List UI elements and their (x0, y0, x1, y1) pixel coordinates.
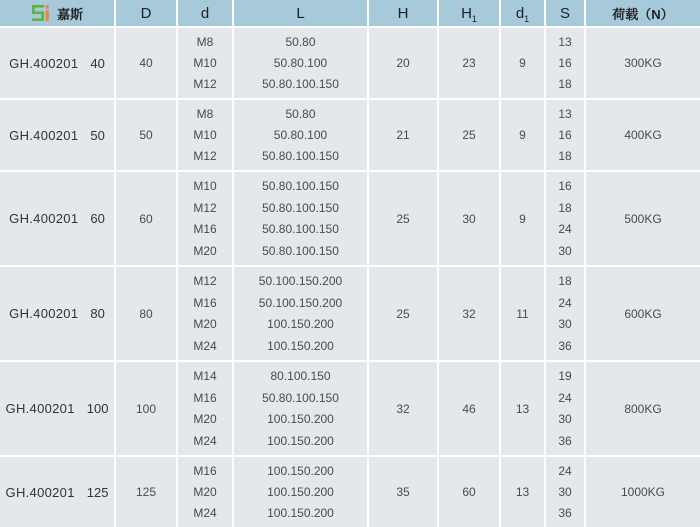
cell-H: 21 (368, 99, 438, 171)
cell-d-list: M16 M20 M24 (177, 456, 233, 527)
cell-load: 300KG (585, 27, 700, 99)
cell-D: 80 (115, 266, 177, 361)
table-row-125 (0, 456, 700, 527)
col-header-d1: $d_1$ (500, 0, 545, 27)
cell-D: 60 (115, 171, 177, 266)
cell-load: 800KG (585, 361, 700, 456)
cell-H1: 46 (438, 361, 500, 456)
cell-H: 25 (368, 266, 438, 361)
cell-H1: 60 (438, 456, 500, 527)
model-cell: GH.400201 60 (0, 171, 115, 266)
cell-load: 500KG (585, 171, 700, 266)
cell-D: 40 (115, 27, 177, 99)
cell-L-list: 50.100.150.200 50.100.150.200 100.150.200 100.150.200 (233, 266, 368, 361)
model-cell: GH.400201 40 (0, 27, 115, 99)
cell-d-list: M10 M12 M16 M20 (177, 171, 233, 266)
cell-S-list: 16 18 24 30 (545, 171, 585, 266)
cell-H1: 30 (438, 171, 500, 266)
cell-S-list: 18 24 30 36 (545, 266, 585, 361)
cell-d-list: M12 M16 M20 M24 (177, 266, 233, 361)
cell-d1: 9 (500, 27, 545, 99)
cell-H: 35 (368, 456, 438, 527)
cell-d1: 9 (500, 99, 545, 171)
cell-d1: 11 (500, 266, 545, 361)
cell-D: 100 (115, 361, 177, 456)
brand-name: 嘉斯 (56, 6, 83, 22)
col-header-H: H (368, 0, 438, 27)
cell-L-list: 80.100.150 50.80.100.150 100.150.200 100.150.200 (233, 361, 368, 456)
cell-S-list: 19 24 30 36 (545, 361, 585, 456)
cell-D: 125 (115, 456, 177, 527)
col-header-H1: $H_1$ (438, 0, 500, 27)
table-row-80 (0, 266, 700, 361)
cell-load: 400KG (585, 99, 700, 171)
cell-S-list: 24 30 36 (545, 456, 585, 527)
col-header-d: d (177, 0, 233, 27)
cell-L-list: 50.80.100.150 50.80.100.150 50.80.100.150 50.80.100.150 (233, 171, 368, 266)
model-cell: GH.400201 100 (0, 361, 115, 456)
col-header-D: D (115, 0, 177, 27)
cell-H: 32 (368, 361, 438, 456)
cell-L-list: 50.80 50.80.100 50.80.100.150 (233, 27, 368, 99)
cell-d1: 13 (500, 361, 545, 456)
header-row (0, 0, 700, 27)
cell-d-list: M8 M10 M12 (177, 99, 233, 171)
cell-H1: 32 (438, 266, 500, 361)
cell-d1: 13 (500, 456, 545, 527)
table-row-100 (0, 361, 700, 456)
col-header-L: L (233, 0, 368, 27)
model-cell: GH.400201 50 (0, 99, 115, 171)
col-header-S: S (545, 0, 585, 27)
cell-H: 25 (368, 171, 438, 266)
cell-D: 50 (115, 99, 177, 171)
cell-d1: 9 (500, 171, 545, 266)
cell-S-list: 13 16 18 (545, 27, 585, 99)
cell-H: 20 (368, 27, 438, 99)
brand-logo-icon (31, 4, 50, 23)
model-cell: GH.400201 125 (0, 456, 115, 527)
cell-d-list: M14 M16 M20 M24 (177, 361, 233, 456)
cell-H1: 23 (438, 27, 500, 99)
cell-L-list: 100.150.200 100.150.200 100.150.200 (233, 456, 368, 527)
cell-load: 1000KG (585, 456, 700, 527)
table-row-60 (0, 171, 700, 266)
brand-header-cell (0, 0, 115, 27)
model-cell: GH.400201 80 (0, 266, 115, 361)
cell-S-list: 13 16 18 (545, 99, 585, 171)
table-row-50 (0, 99, 700, 171)
cell-H1: 25 (438, 99, 500, 171)
cell-load: 600KG (585, 266, 700, 361)
col-header-load: 荷载（N） (585, 0, 700, 27)
cell-L-list: 50.80 50.80.100 50.80.100.150 (233, 99, 368, 171)
table-row-40 (0, 27, 700, 99)
cell-d-list: M8 M10 M12 (177, 27, 233, 99)
